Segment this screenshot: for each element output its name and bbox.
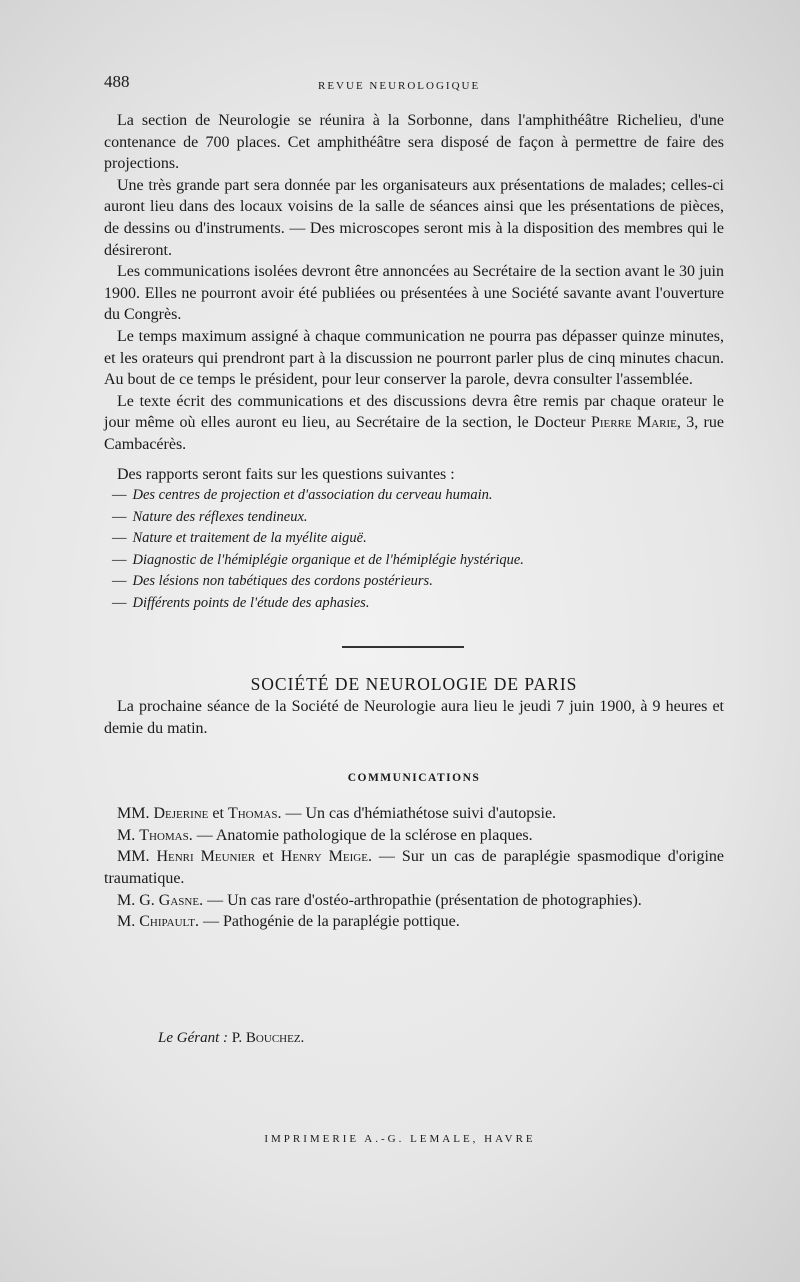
page-number: 488 [104,72,130,91]
gerant-name: P. Bouchez. [231,1030,305,1046]
page-header [0,72,800,96]
topic-dash: — [112,594,127,611]
article-body [104,110,724,933]
topic-text: Différents points de l'étude des aphasies. [132,594,370,611]
topic-dash: — [112,551,127,568]
communication-item [104,825,724,847]
topic-item [104,571,724,593]
comm-author: Chipault [139,913,195,931]
paragraph-secretary [104,391,724,456]
comm-conjunction: et [255,848,281,866]
running-title: REVUE NEUROLOGIQUE [318,80,481,92]
topic-item [104,528,724,550]
topic-text: Nature des réflexes tendineux. [132,508,308,525]
comm-author: Gasne [158,891,200,909]
comm-author: Henri Meunier [156,848,256,866]
gerant-signature [158,1030,304,1047]
paragraph-time-limit: Le temps maximum assigné à chaque communication ne pourra pas dépasser quinze minutes, et les orateurs qui prendront part à la discussion ne pourront parler plus de cinq minutes chacun. Au bout de ce temps le président, pour leur conserver la parole, devra consulter l'assemblée. [104,327,724,389]
secretary-text-before: Le texte écrit des communications et des discussions devra être remis par chaque orateur le jour même où elles auront eu lieu, au Secrétaire de la section, le Docteur [104,392,724,432]
comm-author: Dejerine [153,805,209,823]
gerant-label: Le Gérant : [158,1030,228,1046]
communication-item [104,803,724,825]
topic-dash: — [112,487,127,504]
topic-text: Des centres de projection et d'association du cerveau humain. [132,487,493,504]
meeting-announcement: La prochaine séance de la Société de Neurologie aura lieu le jeudi 7 juin 1900, à 9 heures et demie du matin. [104,697,724,737]
topics-intro: Des rapports seront faits sur les questions suivantes : [117,465,455,483]
comm-prefix: MM. [117,848,157,866]
comm-author: Thomas [227,805,278,823]
topic-item [104,593,724,615]
paragraph-venue: La section de Neurologie se réunira à la Sorbonne, dans l'amphithéâtre Richelieu, d'une contenance de 700 places. Cet amphithéâtre sera disposé de façon à permettre de faire des projections. [104,112,724,173]
topic-item [104,507,724,529]
topic-dash: — [112,530,127,547]
paragraph-presentations: Une très grande part sera donnée par les organisateurs aux présentations de malades; celles-ci auront lieu dans des locaux voisins de la salle de séances ainsi que les présentations de pièces, de dessins ou d'instruments. — Des microscopes seront mis à la disposition des membres qui le désireront. [104,176,724,259]
comm-prefix: M. G. [117,891,159,909]
paragraph-deadline: Les communications isolées devront être annoncées au Secrétaire de la section avant le 30 juin 1900. Elles ne pourront avoir été publiées ou présentées à une Société savante avant l'ouverture du Congrès. [104,263,724,324]
section-divider [342,646,464,648]
communication-item [104,890,724,912]
communication-item [104,846,724,889]
comm-prefix: M. [117,913,140,931]
communication-item [104,911,724,933]
topic-dash: — [112,508,127,525]
topic-text: Des lésions non tabétiques des cordons postérieurs. [132,573,433,590]
secretary-text-after: , 3, rue Cambacérès. [104,414,724,453]
comm-title: . — Sur un cas de paraplégie spasmodique d'origine traumatique. [104,848,725,888]
comm-author: Thomas [139,826,189,844]
topic-item [104,485,724,507]
comm-title: . — Un cas d'hémiathétose suivi d'autopsie. [277,805,557,823]
communications-list [104,803,724,933]
comm-title: . — Pathogénie de la paraplégie pottique. [194,913,460,931]
section-title: SOCIÉTÉ DE NEUROLOGIE DE PARIS [250,674,578,695]
comm-prefix: MM. [117,805,154,823]
comm-title: . — Un cas rare d'ostéo-arthropathie (présentation de photographies). [199,891,642,909]
communications-heading: COMMUNICATIONS [347,771,481,784]
comm-prefix: M. [117,826,140,844]
comm-title: . — Anatomie pathologique de la sclérose en plaques. [188,826,533,844]
comm-conjunction: et [208,805,228,823]
secretary-name: Pierre Marie [590,414,677,432]
topic-text: Nature et traitement de la myélite aiguë. [132,530,367,547]
comm-author: Henry Meige [280,848,368,866]
report-topics [104,464,724,615]
topic-text: Diagnostic de l'hémiplégie organique et de l'hémiplégie hystérique. [132,551,524,568]
printer-imprint: IMPRIMERIE A.-G. LEMALE, HAVRE [264,1133,536,1145]
topic-dash: — [112,573,127,590]
topic-item [104,550,724,572]
